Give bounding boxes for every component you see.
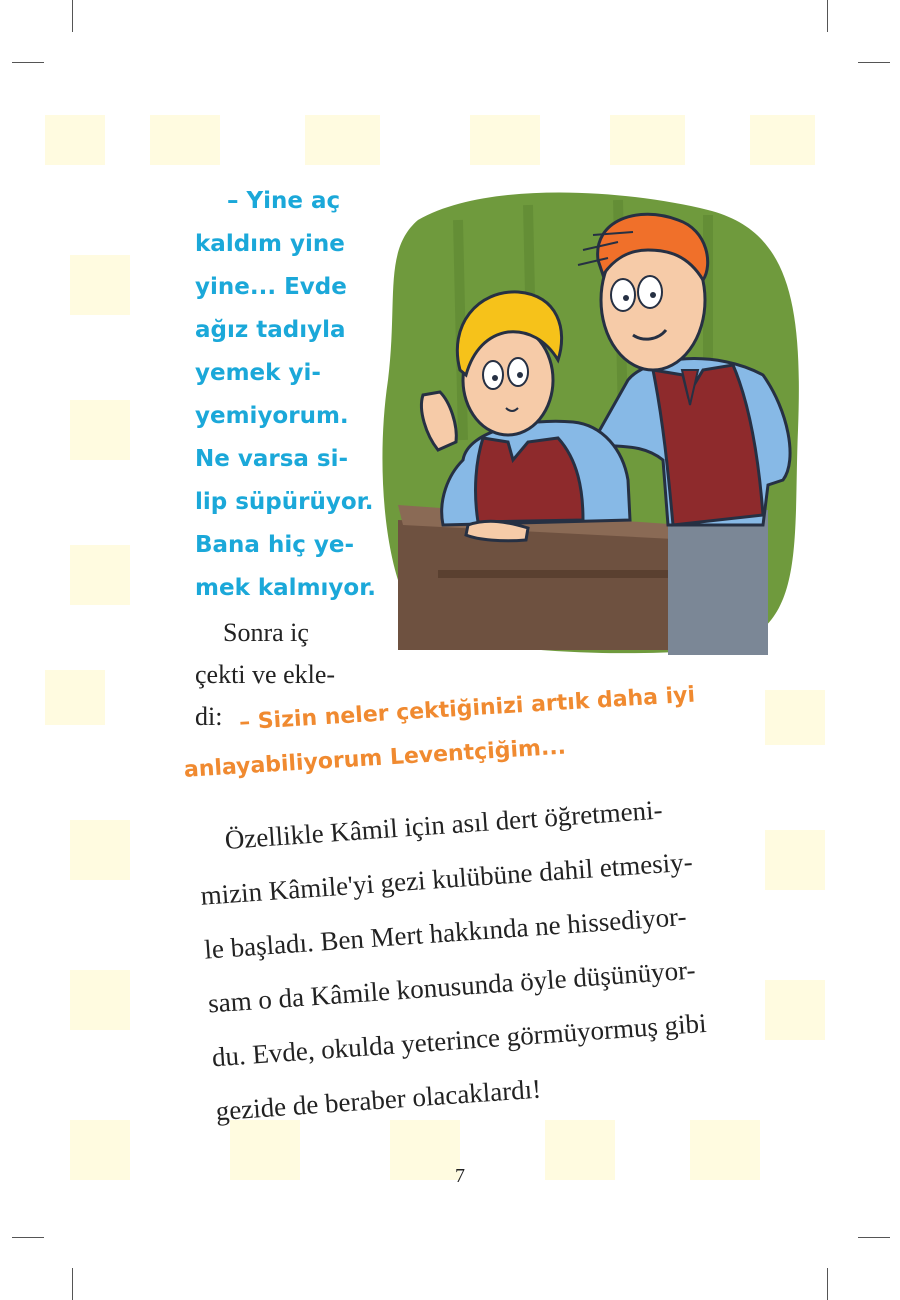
dialogue-line: yemiyorum.	[195, 403, 349, 429]
dialogue-line: yemek yi-	[195, 360, 321, 386]
dialogue-line: lip süpürüyor.	[195, 489, 374, 515]
page-number: 7	[455, 1165, 465, 1187]
desk	[398, 520, 688, 650]
dialogue-line: – Yine aç	[227, 188, 341, 214]
paragraph-line: sam o da Kâmile konusunda öyle düşünüyor-	[207, 954, 697, 1019]
narration-line: di:	[195, 702, 223, 731]
left-boy-vest	[476, 438, 583, 522]
paragraph-line: gezide de beraber olacaklardı!	[214, 1073, 543, 1127]
dialogue-line: ağız tadıyla	[195, 317, 346, 343]
dialogue-line: Ne varsa si-	[195, 446, 349, 472]
body-paragraph	[195, 776, 776, 1138]
illustration-two-boys	[378, 180, 818, 660]
narration-line: Sonra iç	[223, 618, 309, 647]
dialogue-line: yine... Evde	[195, 274, 347, 300]
dialogue-line: kaldım yine	[195, 231, 345, 257]
paragraph-line: Özellikle Kâmil için asıl dert öğretmeni-	[223, 794, 664, 855]
dialogue-line: mek kalmıyor.	[195, 575, 377, 601]
paragraph-line: du. Evde, okulda yeterince görmüyormuş gibi	[210, 1007, 708, 1073]
dialogue-cyan	[195, 180, 385, 610]
narration-line: çekti ve ekle-	[195, 660, 336, 689]
paragraph-line: le başladı. Ben Mert hakkında ne hissediyor-	[203, 901, 688, 965]
left-boy-hand-on-desk	[466, 521, 528, 540]
paragraph-line: mizin Kâmile'yi gezi kulübüne dahil etmesiy-	[199, 846, 694, 911]
right-boy-trousers	[668, 510, 768, 655]
dialogue-line: Bana hiç ye-	[195, 532, 354, 558]
dialogue-line: – Sizin neler çektiğinizi artık daha iyi	[238, 682, 696, 736]
dialogue-line: anlayabiliyorum Leventçiğim...	[183, 734, 567, 783]
